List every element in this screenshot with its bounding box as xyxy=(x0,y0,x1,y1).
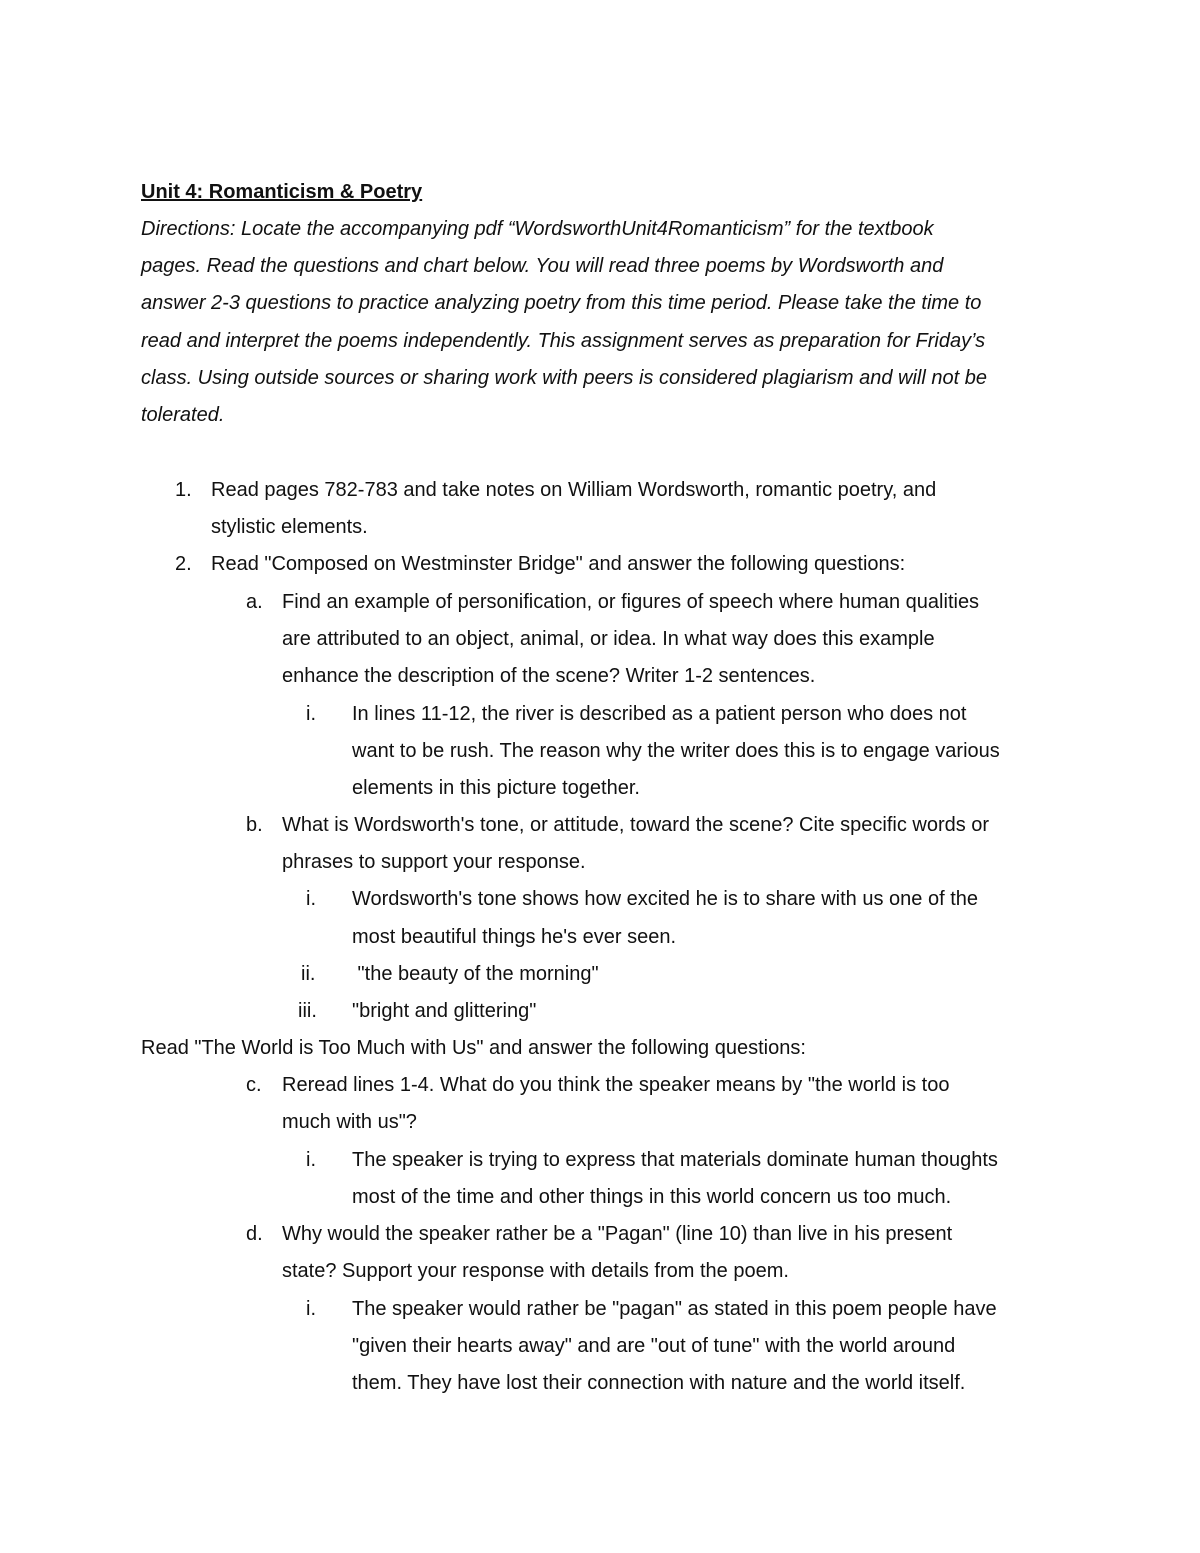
list-item-marker: 2. xyxy=(175,553,192,575)
answer-text: "bright and glittering" xyxy=(352,1000,537,1022)
answer-text: most beautiful things he's ever seen. xyxy=(352,926,677,948)
question-marker: d. xyxy=(246,1223,263,1245)
answer-text: In lines 11-12, the river is described as a patient person who does not xyxy=(352,703,967,725)
directions-line: Directions: Locate the accompanying pdf “WordsworthUnit4Romanticism” for the textbook xyxy=(141,218,934,240)
question-text: Reread lines 1-4. What do you think the speaker means by "the world is too xyxy=(282,1074,950,1096)
answer-marker: i. xyxy=(306,1149,316,1171)
question-text: phrases to support your response. xyxy=(282,851,586,873)
question-text: are attributed to an object, animal, or idea. In what way does this example xyxy=(282,628,935,650)
directions-line: pages. Read the questions and chart below. You will read three poems by Wordsworth and xyxy=(141,255,944,277)
directions-line: tolerated. xyxy=(141,404,225,426)
section-heading: Read "The World is Too Much with Us" and answer the following questions: xyxy=(141,1037,806,1059)
answer-text: them. They have lost their connection with nature and the world itself. xyxy=(352,1372,966,1394)
question-text: Find an example of personification, or figures of speech where human qualities xyxy=(282,591,980,613)
answer-text: elements in this picture together. xyxy=(352,777,640,799)
list-item-text: Read "Composed on Westminster Bridge" and answer the following questions: xyxy=(211,553,906,575)
answer-marker: ii. xyxy=(301,963,316,985)
directions-line: answer 2-3 questions to practice analyzing poetry from this time period. Please take the time to xyxy=(141,292,982,314)
list-item-marker: 1. xyxy=(175,479,192,501)
question-text: enhance the description of the scene? Writer 1-2 sentences. xyxy=(282,665,816,687)
directions-line: read and interpret the poems independently. This assignment serves as preparation for Friday’s xyxy=(141,330,986,352)
answer-text: "the beauty of the morning" xyxy=(352,963,599,985)
answer-marker: i. xyxy=(306,888,316,910)
list-item-text: Read pages 782-783 and take notes on William Wordsworth, romantic poetry, and xyxy=(211,479,937,501)
answer-text: The speaker would rather be "pagan" as stated in this poem people have xyxy=(352,1298,997,1320)
question-text: state? Support your response with details from the poem. xyxy=(282,1260,789,1282)
question-marker: c. xyxy=(246,1074,262,1096)
question-marker: a. xyxy=(246,591,263,613)
answer-text: "given their hearts away" and are "out of tune" with the world around xyxy=(352,1335,956,1357)
answer-marker: iii. xyxy=(298,1000,317,1022)
answer-marker: i. xyxy=(306,1298,316,1320)
question-marker: b. xyxy=(246,814,263,836)
directions-line: class. Using outside sources or sharing work with peers is considered plagiarism and will not be xyxy=(141,367,987,389)
list-item-text: stylistic elements. xyxy=(211,516,368,538)
answer-marker: i. xyxy=(306,703,316,725)
answer-text: Wordsworth's tone shows how excited he is to share with us one of the xyxy=(352,888,978,910)
question-text: much with us"? xyxy=(282,1111,417,1133)
page-title: Unit 4: Romanticism & Poetry xyxy=(141,181,423,203)
question-text: Why would the speaker rather be a "Pagan" (line 10) than live in his present xyxy=(282,1223,953,1245)
answer-text: The speaker is trying to express that materials dominate human thoughts xyxy=(352,1149,998,1171)
answer-text: most of the time and other things in this world concern us too much. xyxy=(352,1186,952,1208)
answer-text: want to be rush. The reason why the writer does this is to engage various xyxy=(352,740,1000,762)
question-text: What is Wordsworth's tone, or attitude, toward the scene? Cite specific words or xyxy=(282,814,990,836)
